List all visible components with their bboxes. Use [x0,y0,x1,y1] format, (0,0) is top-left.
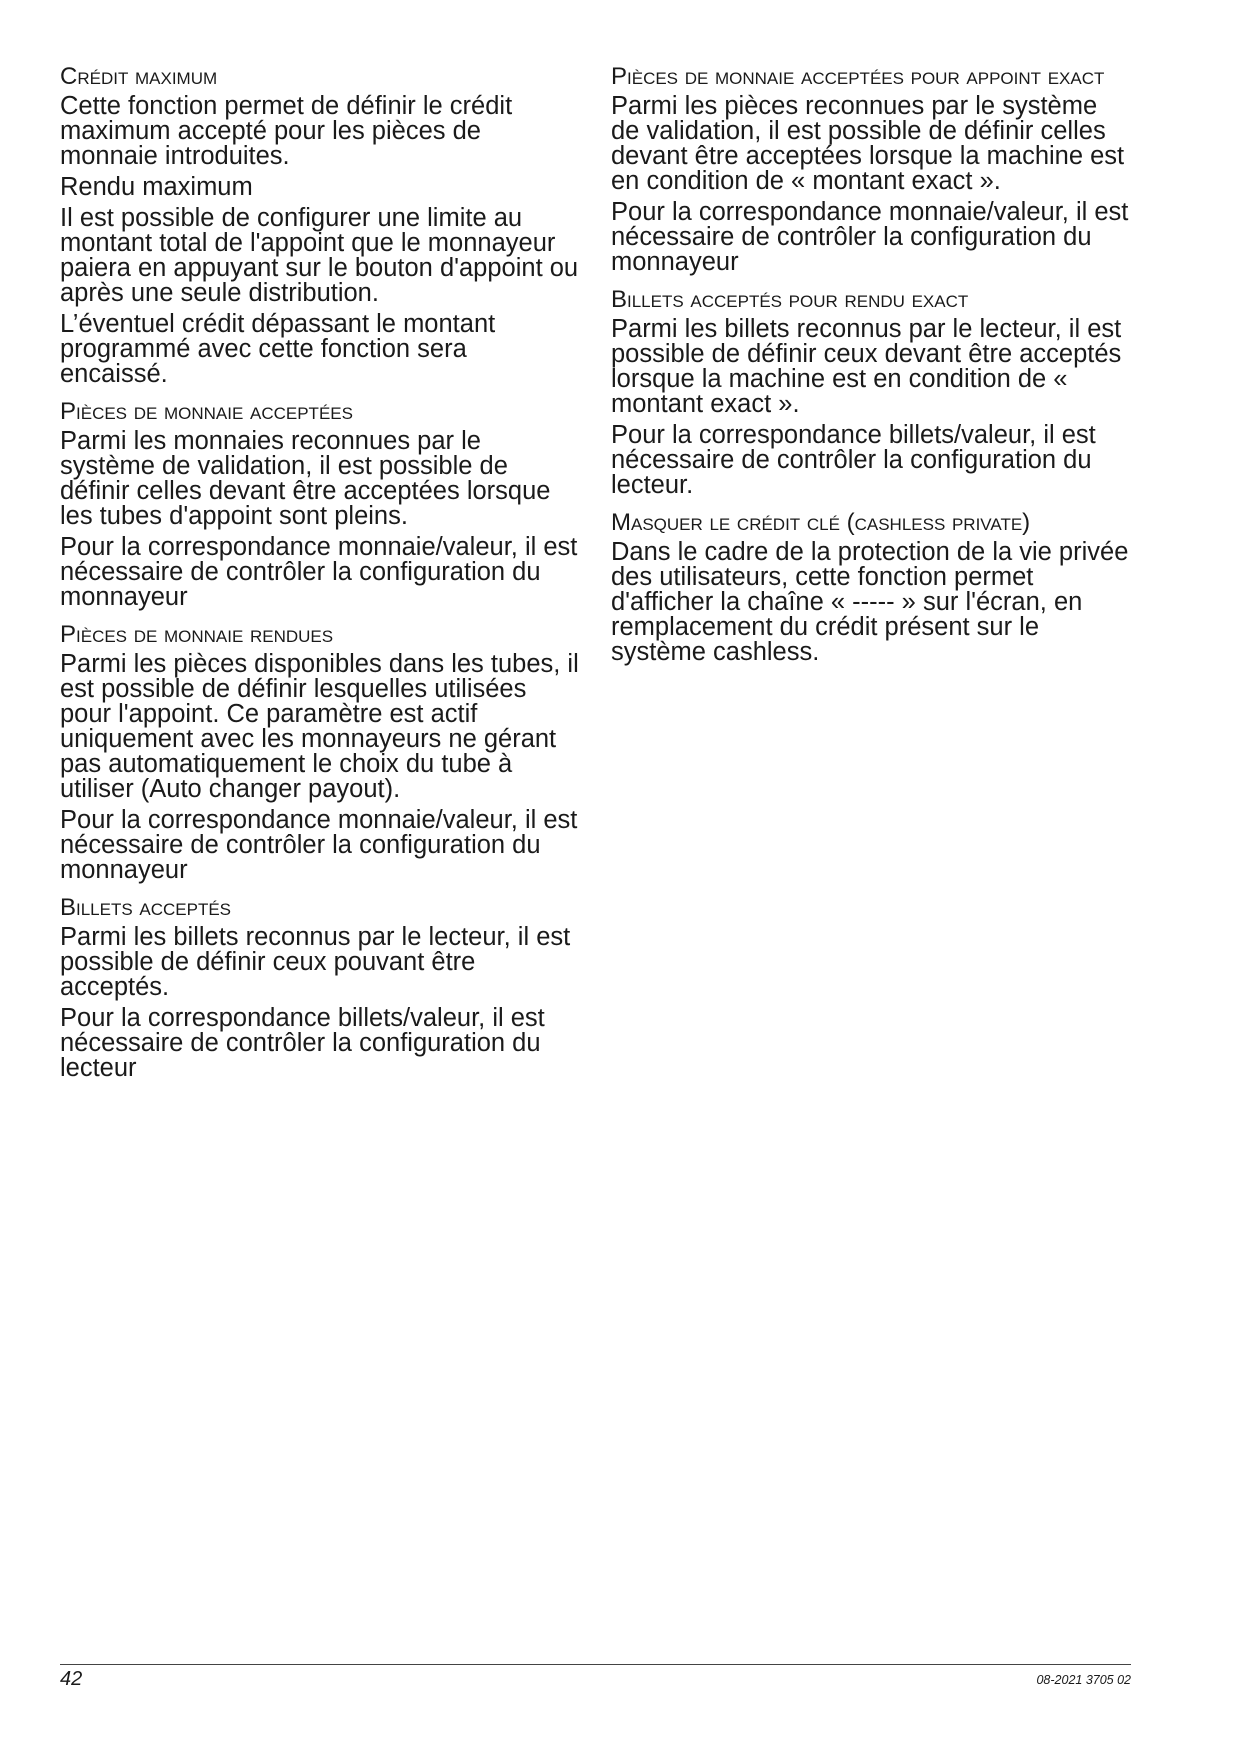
section-pieces-acceptees [60,399,580,610]
paragraph: Rendu maximum [60,173,253,201]
document-reference: 08-2021 3705 02 [1036,1673,1131,1687]
section-heading: Pièces de monnaie rendues [60,621,334,648]
page-number: 42 [60,1668,83,1690]
paragraph: Pour la correspondance monnaie/valeur, il est nécessaire de contrôler la configuration du monnayeur [60,533,578,611]
section-heading: Pièces de monnaie acceptées pour appoint exact [611,63,1105,90]
section-heading: Crédit maximum [60,63,218,90]
paragraph: Parmi les monnaies reconnues par le système de validation, il est possible de définir celles devant être acceptées lorsque les tubes d'appoint sont pleins. [60,427,551,530]
paragraph: Cette fonction permet de définir le crédit maximum accepté pour les pièces de monnaie introduites. [60,92,513,170]
paragraph: Il est possible de configurer une limite au montant total de l'appoint que le monnayeur paiera en appuyant sur le bouton d'appoint ou après une seule distribution. [60,204,579,307]
section-billets-acceptes [60,895,580,1081]
paragraph: Dans le cadre de la protection de la vie privée des utilisateurs, cette fonction permet d'afficher la chaîne « ----- » sur l'écran, en remplacement du crédit présent sur le système cashless. [611,538,1129,666]
section-billets-rendu-exact [611,287,1131,498]
section-heading: Billets acceptés pour rendu exact [611,286,969,313]
section-credit-maximum [60,64,580,387]
section-heading: Masquer le crédit clé (cashless private) [611,509,1031,536]
section-pieces-rendues [60,622,580,883]
section-heading: Billets acceptés [60,894,232,921]
section-pieces-appoint-exact [611,64,1131,275]
footer-divider [60,1664,1131,1665]
left-column [60,64,580,1093]
section-heading: Pièces de monnaie acceptées [60,398,353,425]
paragraph: Parmi les billets reconnus par le lecteur, il est possible de définir ceux devant être acceptés lorsque la machine est en condition de « montant exact ». [611,315,1122,418]
right-column [611,64,1131,677]
paragraph: Parmi les pièces reconnues par le système de validation, il est possible de définir celles devant être acceptées lorsque la machine est en condition de « montant exact ». [611,92,1125,195]
paragraph: L’éventuel crédit dépassant le montant programmé avec cette fonction sera encaissé. [60,310,496,388]
paragraph: Parmi les billets reconnus par le lecteur, il est possible de définir ceux pouvant être acceptés. [60,923,571,1001]
section-masquer-credit [611,510,1131,665]
paragraph: Pour la correspondance billets/valeur, il est nécessaire de contrôler la configuration du lecteur [60,1004,545,1082]
paragraph: Pour la correspondance billets/valeur, il est nécessaire de contrôler la configuration du lecteur. [611,421,1096,499]
paragraph: Pour la correspondance monnaie/valeur, il est nécessaire de contrôler la configuration du monnayeur [611,198,1129,276]
paragraph: Parmi les pièces disponibles dans les tubes, il est possible de définir lesquelles utilisées pour l'appoint. Ce paramètre est actif uniquement avec les monnayeurs ne gérant pas automatiquement le choix du tube à utiliser (Auto changer payout). [60,650,579,803]
paragraph: Pour la correspondance monnaie/valeur, il est nécessaire de contrôler la configuration du monnayeur [60,806,578,884]
